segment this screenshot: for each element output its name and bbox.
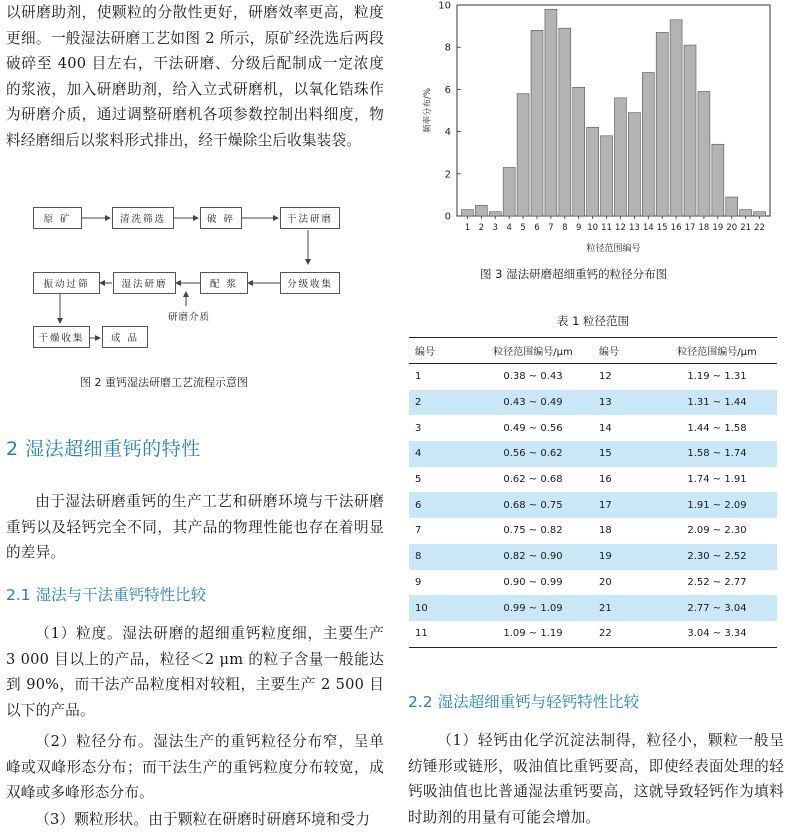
cell-no-1: 11 <box>409 621 473 647</box>
x-tick-label-18: 18 <box>698 223 710 233</box>
cell-no-1: 6 <box>409 492 473 518</box>
header-range-1: 粒径范围编号/μm <box>473 338 593 364</box>
bar-22 <box>754 212 766 216</box>
media-label: 研磨介质 <box>168 312 211 323</box>
cell-no-1: 9 <box>415 576 422 588</box>
section22-title: 2.2 湿法超细重钙与轻钙特性比较 <box>408 693 640 711</box>
table1-title: 表 1 粒径范围 <box>556 314 630 328</box>
bar-1 <box>461 210 473 216</box>
x-tick-label-1: 1 <box>464 223 471 233</box>
table-header-row <box>409 338 777 364</box>
node-dry-collect: 干燥收集 <box>33 326 90 348</box>
bar-10 <box>587 127 599 216</box>
x-tick-label-5: 5 <box>520 223 526 233</box>
cell-range-1: 0.68 ~ 0.75 <box>473 492 593 518</box>
y-tick-label-0: 0 <box>444 211 451 223</box>
node-dry-grind: 干法研磨 <box>280 207 340 229</box>
cell-range-1: 0.43 ~ 0.49 <box>473 390 593 416</box>
particle-range-table <box>409 337 777 648</box>
cell-no-2: 16 <box>599 474 612 486</box>
cell-range-2: 1.91 ~ 2.09 <box>657 492 777 518</box>
section2-title: 2 湿法超细重钙的特性 <box>6 438 201 460</box>
cell-range-2: 1.58 ~ 1.74 <box>657 441 777 467</box>
cell-range-2: 1.19 ~ 1.31 <box>687 371 747 383</box>
cell-no-1: 4 <box>409 441 473 467</box>
cell-no-2: 14 <box>599 422 612 434</box>
bar-2 <box>475 205 487 216</box>
cell-no-2: 15 <box>593 441 657 467</box>
table-row <box>409 570 777 596</box>
cell-no-1: 7 <box>415 525 422 537</box>
bar-3 <box>489 212 501 216</box>
cell-no-2: 22 <box>593 621 657 647</box>
bar-6 <box>531 30 543 216</box>
bar-15 <box>656 32 668 216</box>
cell-no-1: 3 <box>415 422 422 434</box>
x-tick-label-22: 22 <box>754 223 765 233</box>
table-row <box>409 492 777 518</box>
cell-range-2: 2.30 ~ 2.52 <box>657 544 777 570</box>
y-tick-label-10: 10 <box>438 0 451 12</box>
bar-12 <box>614 98 626 216</box>
bar-13 <box>628 113 640 216</box>
bar-16 <box>670 20 682 216</box>
bar-20 <box>726 197 738 216</box>
cell-range-2: 3.04 ~ 3.34 <box>657 621 777 647</box>
node-product: 成 品 <box>102 326 148 348</box>
table-row <box>409 467 777 493</box>
cell-range-1: 0.56 ~ 0.62 <box>473 441 593 467</box>
header-range-2: 粒径范围编号/μm <box>657 338 777 364</box>
cell-range-1: 0.38 ~ 0.43 <box>503 371 563 383</box>
cell-range-1: 1.09 ~ 1.19 <box>473 621 593 647</box>
x-tick-label-14: 14 <box>642 223 654 233</box>
x-tick-label-8: 8 <box>562 223 568 233</box>
bar-7 <box>545 9 557 216</box>
figure2-caption: 图 2 重钙湿法研磨工艺流程示意图 <box>80 376 248 389</box>
header-no-1: 编号 <box>409 338 473 364</box>
node-ore: 原 矿 <box>33 207 82 229</box>
intro-paragraph: 以研磨助剂，使颗粒的分散性更好，研磨效率更高，粒度更细。一般湿法研磨工艺如图 2 所示，原矿经洗选后两段破碎至 400 目左右，干法研磨、分级后配制成一定浓度的浆液，加入研磨助剂，给入立式研磨机，以氧化锆珠作为研磨介质，通过调整研磨机各项参数控制出料细度，物料经磨细后以浆料形式排出，经干燥除尘后收集装袋。 <box>6 4 384 149</box>
x-axis-label: 粒径范围编号 <box>586 244 641 254</box>
cell-range-2: 1.44 ~ 1.58 <box>687 422 747 434</box>
cell-no-1: 10 <box>409 595 473 621</box>
y-tick-label-4: 4 <box>444 127 451 139</box>
bar-8 <box>559 28 571 216</box>
cell-range-2: 2.52 ~ 2.77 <box>687 576 747 588</box>
y-tick-label-8: 8 <box>444 42 451 54</box>
bar-9 <box>573 87 585 216</box>
table-row <box>409 364 777 390</box>
section22-item1: （1）轻钙由化学沉淀法制得，粒径小，颗粒一般呈纺锤形或链形，吸油值比重钙要高，即使经表面处理的轻钙吸油值也比普通湿法重钙要高，这就导致轻钙作为填料时助剂的用量有可能会增加。 <box>408 732 784 826</box>
cell-range-1: 0.62 ~ 0.68 <box>503 474 563 486</box>
figure3-caption: 图 3 湿法研磨超细重钙的粒径分布图 <box>480 267 668 281</box>
cell-no-2: 17 <box>593 492 657 518</box>
node-vibrate: 振动过筛 <box>33 272 100 294</box>
cell-range-2: 1.74 ~ 1.91 <box>687 474 747 486</box>
table-row <box>409 415 777 441</box>
x-tick-label-11: 11 <box>601 223 612 233</box>
x-tick-label-16: 16 <box>670 223 682 233</box>
bar-4 <box>503 167 515 216</box>
x-tick-label-10: 10 <box>587 223 599 233</box>
cell-no-2: 12 <box>599 371 612 383</box>
cell-range-1: 0.90 ~ 0.99 <box>503 576 563 588</box>
cell-no-2: 18 <box>599 525 612 537</box>
bar-19 <box>712 144 724 216</box>
x-tick-label-20: 20 <box>726 223 738 233</box>
x-tick-label-15: 15 <box>656 223 668 233</box>
x-tick-label-9: 9 <box>576 223 582 233</box>
cell-no-1: 5 <box>415 474 422 486</box>
particle-size-chart <box>408 0 788 255</box>
cell-no-1: 1 <box>415 371 422 383</box>
bar-17 <box>684 45 696 216</box>
table-row <box>409 595 777 621</box>
item1-granularity: （1）粒度。湿法研磨的超细重钙粒度细，主要生产 3 000 目以上的产品，粒径＜2 μm 的粒子含量一般能达到 90%，而干法产品粒度相对较粗，主要生产 2 500 目以下的产品。 <box>6 625 384 719</box>
node-classify: 分级收集 <box>280 272 340 294</box>
cell-no-1: 2 <box>409 390 473 416</box>
x-tick-label-7: 7 <box>548 223 554 233</box>
cell-range-1: 0.49 ~ 0.56 <box>503 422 563 434</box>
y-tick-label-2: 2 <box>444 169 451 181</box>
node-crush: 破 碎 <box>200 207 242 229</box>
cell-range-1: 0.75 ~ 0.82 <box>503 525 563 537</box>
cell-range-1: 0.99 ~ 1.09 <box>473 595 593 621</box>
cell-no-2: 19 <box>593 544 657 570</box>
x-tick-label-3: 3 <box>492 223 498 233</box>
cell-range-1: 0.82 ~ 0.90 <box>473 544 593 570</box>
cell-no-2: 13 <box>593 390 657 416</box>
bar-11 <box>601 136 613 216</box>
node-wet-grind: 湿法研磨 <box>113 272 176 294</box>
bar-5 <box>517 94 529 216</box>
cell-no-2: 20 <box>599 576 612 588</box>
x-tick-label-17: 17 <box>684 223 696 233</box>
cell-range-2: 2.77 ~ 3.04 <box>657 595 777 621</box>
table-row <box>409 518 777 544</box>
y-axis-label: 频率分布/% <box>423 88 433 133</box>
table-row <box>409 544 777 570</box>
x-tick-label-12: 12 <box>615 223 626 233</box>
cell-no-1: 8 <box>409 544 473 570</box>
table-row <box>409 390 777 416</box>
item3-shape: （3）颗粒形状。由于颗粒在研磨时研磨环境和受力 <box>35 811 371 828</box>
x-tick-label-13: 13 <box>628 223 640 233</box>
flow-diagram <box>0 0 400 400</box>
section21-title: 2.1 湿法与干法重钙特性比较 <box>6 586 207 604</box>
cell-no-2: 21 <box>593 595 657 621</box>
table-row <box>409 621 777 647</box>
x-tick-label-2: 2 <box>478 223 485 233</box>
bar-18 <box>698 92 710 216</box>
header-no-2: 编号 <box>593 338 657 364</box>
node-wash: 清洗筛选 <box>112 207 174 229</box>
item2-distribution: （2）粒径分布。湿法生产的重钙粒径分布窄，呈单峰或双峰形态分布；而干法生产的重钙粒度分布较宽，成双峰或多峰形态分布。 <box>6 733 384 802</box>
x-tick-label-19: 19 <box>712 223 724 233</box>
cell-range-2: 2.09 ~ 2.30 <box>687 525 747 537</box>
y-tick-label-6: 6 <box>444 84 451 96</box>
cell-range-2: 1.31 ~ 1.44 <box>657 390 777 416</box>
bar-21 <box>740 210 752 216</box>
node-slurry: 配 浆 <box>200 272 248 294</box>
bar-14 <box>642 73 654 216</box>
x-tick-label-4: 4 <box>506 223 512 233</box>
x-tick-label-6: 6 <box>534 223 540 233</box>
x-tick-label-21: 21 <box>740 223 752 233</box>
table-row <box>409 441 777 467</box>
section2-intro: 由于湿法研磨重钙的生产工艺和研磨环境与干法研磨重钙以及轻钙完全不同，其产品的物理性能也存在着明显的差异。 <box>6 493 384 562</box>
